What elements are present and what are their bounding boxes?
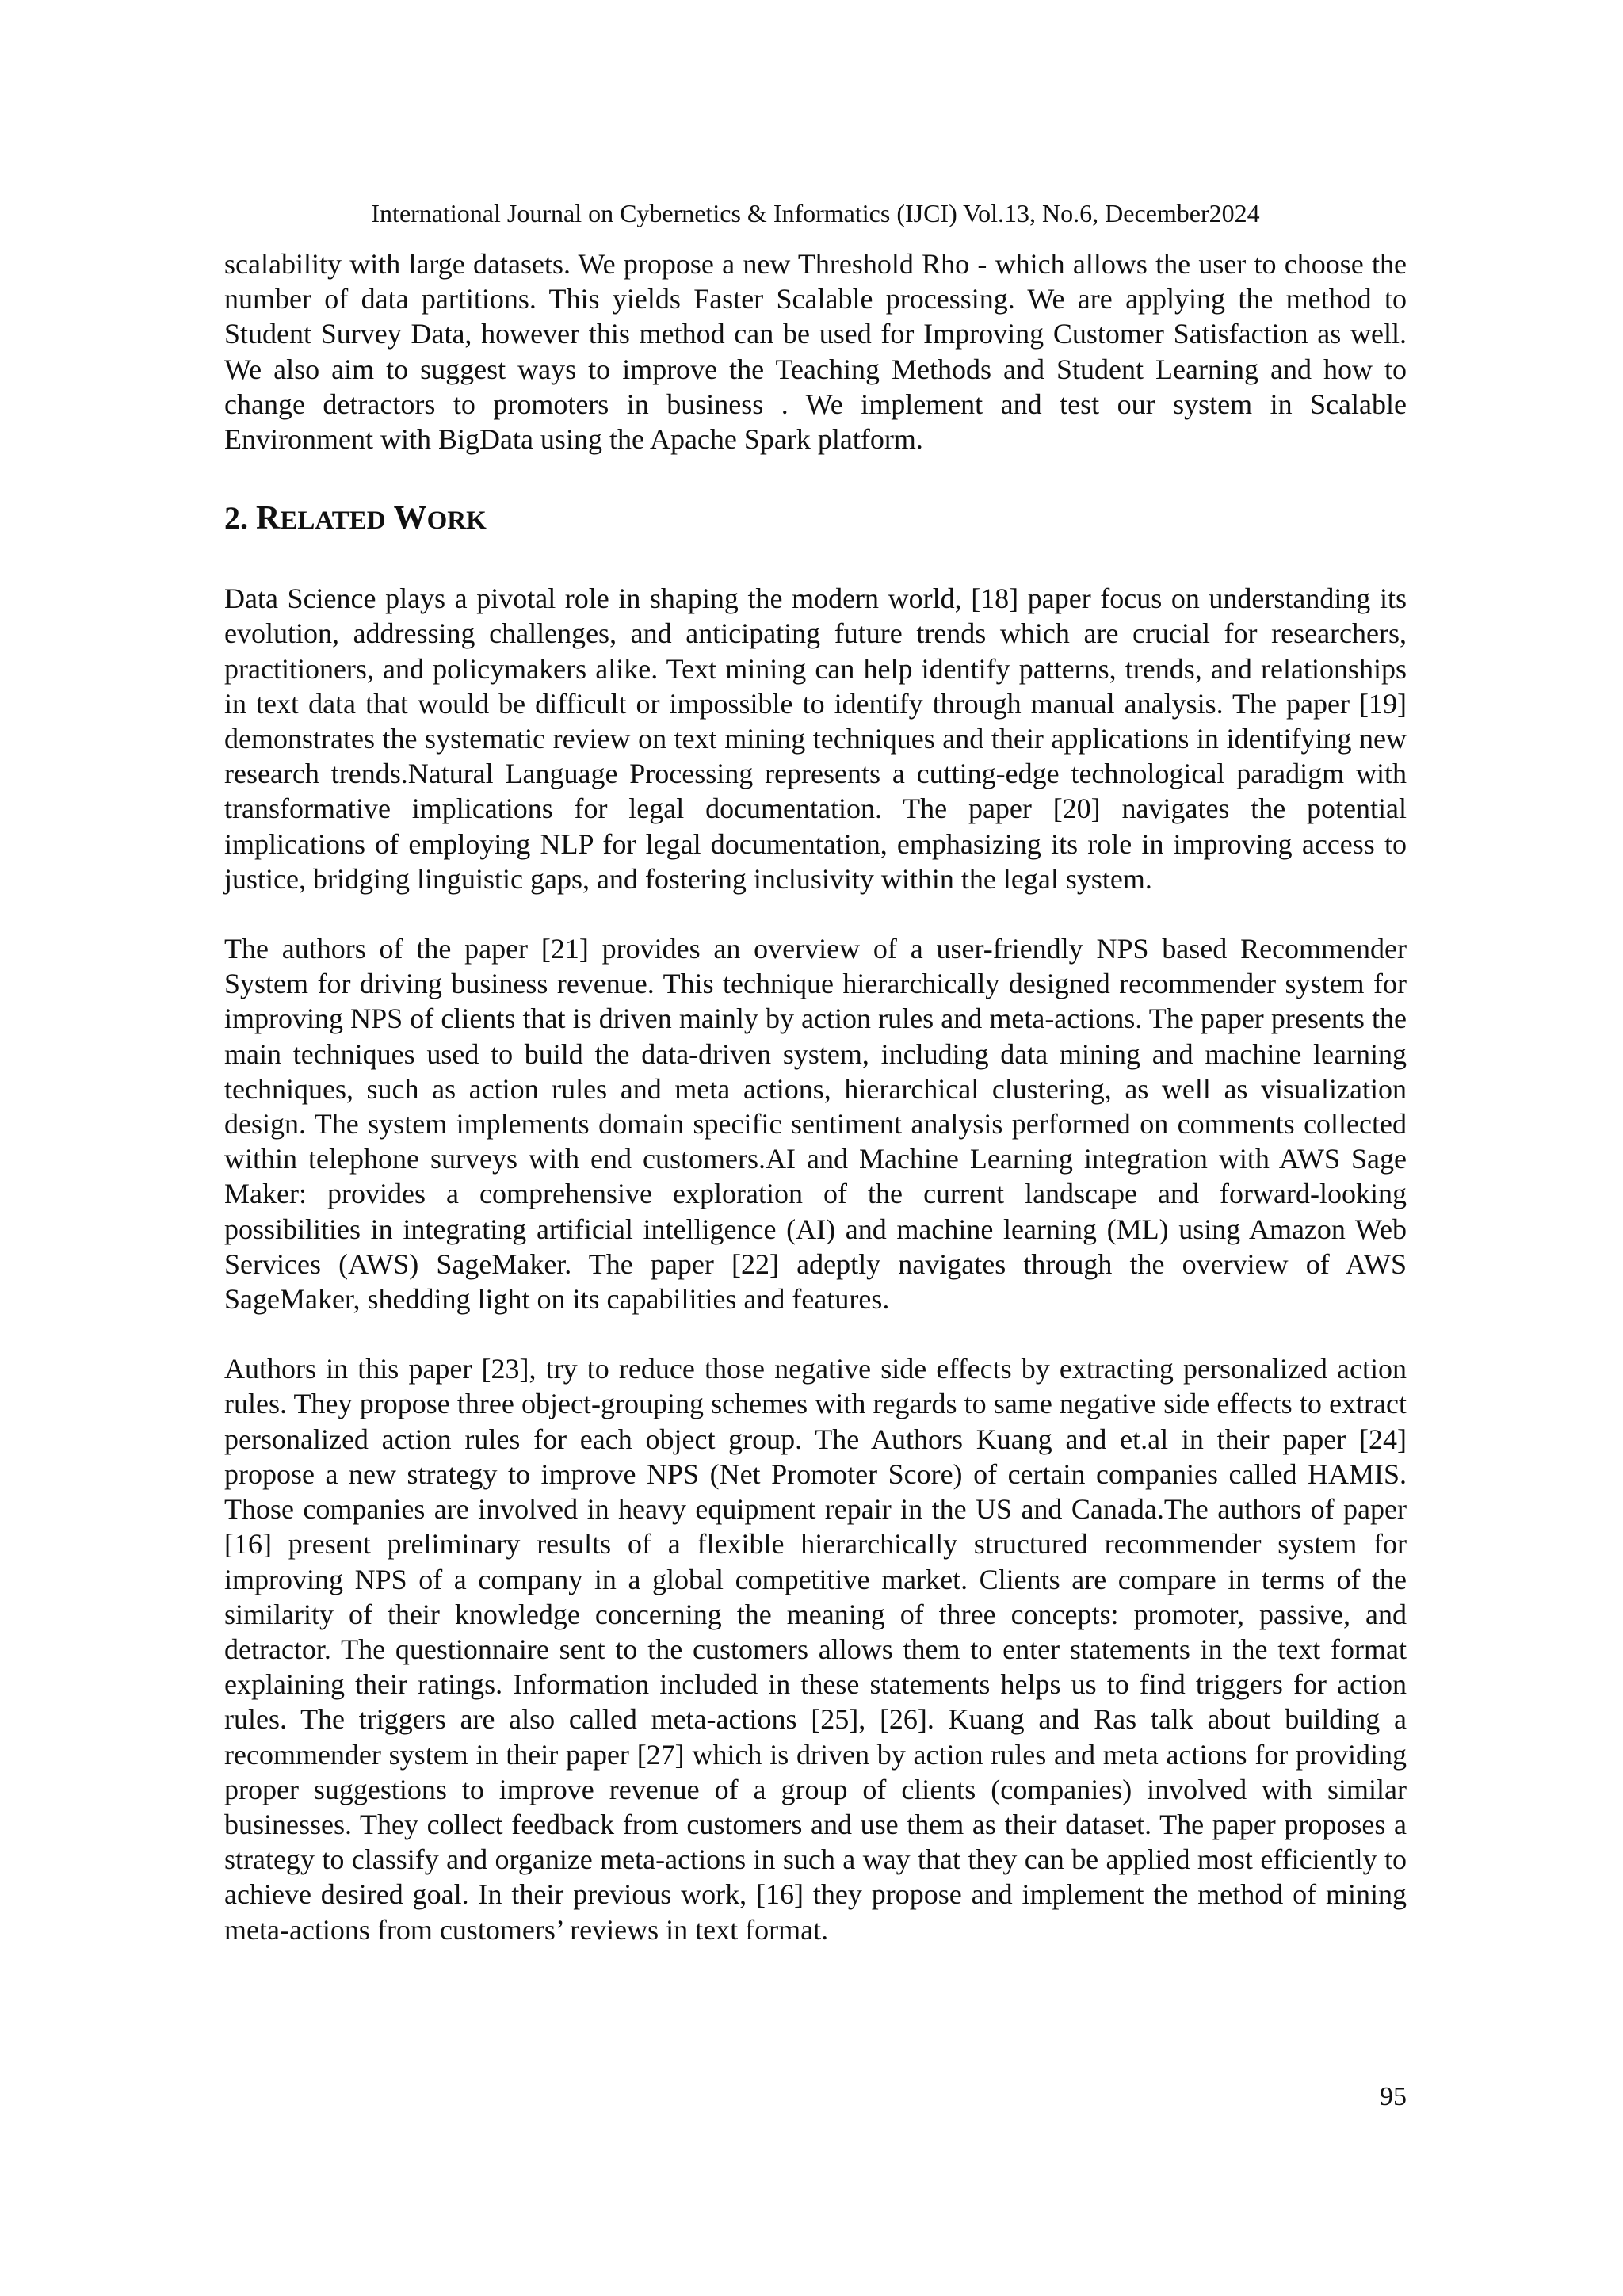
section-title-initial-1: R: [256, 500, 281, 537]
running-header: International Journal on Cybernetics & Informatics (IJCI) Vol.13, No.6, December2024: [371, 199, 1260, 227]
related-work-paragraph-1: Data Science plays a pivotal role in shaping the modern world, [18] paper focus on understanding its evolution, addressing challenges, and anticipating future trends which are crucial for researchers, practitioners, and policymakers alike. Text mining can help identify patterns, trends, and relationships in text data that would be difficult or impossible to identify through manual analysis. The paper [19] demonstrates the systematic review on text mining techniques and their applications in identifying new research trends.Natural Language Processing represents a cutting-edge technological paradigm with transformative implications for legal documentation. The paper [20] navigates the potential implications of employing NLP for legal documentation, emphasizing its role in improving access to justice, bridging linguistic gaps, and fostering inclusivity within the legal system.: [224, 583, 1407, 895]
section-title-rest-2: ORK: [426, 506, 487, 536]
section-number: 2.: [224, 500, 248, 537]
section-title-rest-1: ELATED: [280, 506, 386, 536]
section-title-initial-2: W: [393, 500, 427, 537]
body-column: [224, 246, 1407, 1947]
page-number: 95: [1380, 2082, 1407, 2111]
related-work-paragraph-3: Authors in this paper [23], try to reduce those negative side effects by extracting personalized action rules. They propose three object-grouping schemes with regards to same negative side effects to extract personalized action rules for each object group. The Authors Kuang and et.al in their paper [24] propose a new strategy to improve NPS (Net Promoter Score) of certain companies called HAMIS. Those companies are involved in heavy equipment repair in the US and Canada.The authors of paper [16] present preliminary results of a flexible hierarchically structured recommender system for improving NPS of a company in a global competitive market. Clients are compare in terms of the similarity of their knowledge concerning the meaning of three concepts: promoter, passive, and detractor. The questionnaire sent to the customers allows them to enter statements in the text format explaining their ratings. Information included in these statements helps us to find triggers for action rules. The triggers are also called meta-actions [25], [26]. Kuang and Ras talk about building a recommender system in their paper [27] which is driven by action rules and meta actions for providing proper suggestions to improve revenue of a group of clients (companies) involved with similar businesses. They collect feedback from customers and use them as their dataset. The paper proposes a strategy to classify and organize meta-actions in such a way that they can be applied most efficiently to achieve desired goal. In their previous work, [16] they propose and implement the method of mining meta-actions from customers’ reviews in text format.: [224, 1353, 1407, 1946]
intro-continuation-paragraph: scalability with large datasets. We propose a new Threshold Rho - which allows the user to choose the number of data partitions. This yields Faster Scalable processing. We are applying the method to Student Survey Data, however this method can be used for Improving Customer Satisfaction as well. We also aim to suggest ways to improve the Teaching Methods and Student Learning and how to change detractors to promoters in business . We implement and test our system in Scalable Environment with BigData using the Apache Spark platform.: [224, 248, 1407, 456]
section-heading: [224, 498, 1407, 541]
related-work-paragraph-2: The authors of the paper [21] provides an overview of a user-friendly NPS based Recommender System for driving business revenue. This technique hierarchically designed recommender system for improving NPS of clients that is driven mainly by action rules and meta-actions. The paper presents the main techniques used to build the data-driven system, including data mining and machine learning techniques, such as action rules and meta actions, hierarchical clustering, as well as visualization design. The system implements domain specific sentiment analysis performed on comments collected within telephone surveys with end customers.AI and Machine Learning integration with AWS Sage Maker: provides a comprehensive exploration of the current landscape and forward-looking possibilities in integrating artificial intelligence (AI) and machine learning (ML) using Amazon Web Services (AWS) SageMaker. The paper [22] adeptly navigates through the overview of AWS SageMaker, shedding light on its capabilities and features.: [224, 933, 1407, 1316]
